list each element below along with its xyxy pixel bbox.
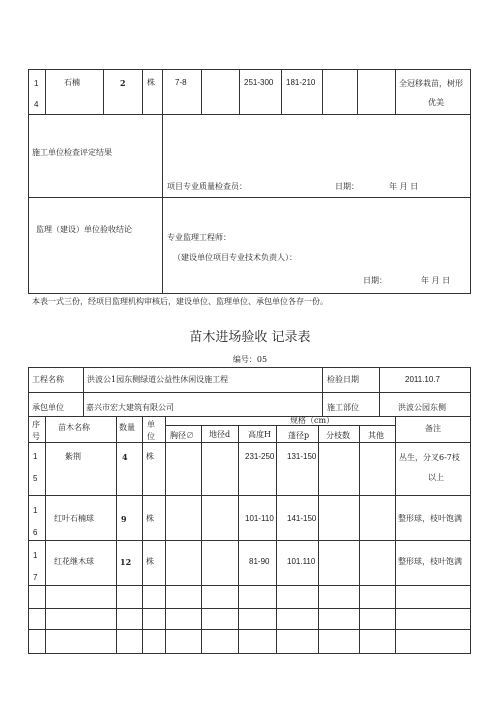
header-other: 其他 (368, 431, 384, 440)
location-value: 洪波公园东侧 (398, 403, 446, 412)
table-row-1-remark-1: 丛生，分叉6-7枝 (399, 453, 460, 462)
inspect-date-label: 检验日期 (327, 375, 359, 384)
row-quantity: 2 (120, 78, 126, 88)
contractor-label: 承包单位 (32, 403, 64, 412)
supervision-conclusion-label: 监理（建设）单位验收结论 (36, 225, 132, 234)
table-row-3-seq-a: 1 (33, 551, 38, 560)
header-seq-2: 号 (32, 432, 40, 441)
table-row-3-remark: 整形球，枝叶饱满 (398, 557, 462, 566)
construction-date-ymd: 年 月 日 (389, 182, 419, 191)
row-seq-part2: 4 (34, 100, 39, 109)
header-remark: 备注 (425, 424, 441, 433)
row-seq-part1: 1 (34, 79, 39, 88)
row-remark-line2: 优美 (428, 98, 444, 107)
table-row-3-height: 81-90 (249, 557, 270, 566)
table-row-2-seq-a: 1 (33, 506, 38, 515)
row-crown: 181-210 (286, 78, 316, 87)
table-row-2-seq-b: 6 (33, 528, 38, 537)
table-row-1-name: 紫荆 (65, 452, 81, 461)
table-row-2-unit: 株 (146, 514, 154, 523)
contractor-value: 嘉兴市宏大建筑有限公司 (86, 403, 174, 412)
table-row-2-height: 101-110 (245, 514, 274, 523)
page-title: 苗木进场验收 记录表 (189, 330, 311, 345)
row-remark-line1: 全冠移栽苗，树形 (399, 79, 463, 88)
header-unit-2: 位 (147, 432, 155, 441)
header-chest-diameter: 胸径∅ (170, 431, 194, 440)
table-row-1-unit: 株 (146, 452, 154, 461)
location-label: 施工部位 (327, 403, 359, 412)
serial-number: 编号：05 (232, 355, 268, 364)
table-row-2-remark: 整形球，枝叶饱满 (398, 514, 462, 523)
row-col-a: 7-8 (175, 78, 187, 87)
header-spec: 规格（cm） (290, 416, 335, 425)
row-plant-name: 石楠 (64, 78, 80, 87)
header-seq-1: 序 (32, 420, 40, 429)
supervision-date-ymd: 年 月 日 (421, 276, 451, 285)
client-tech-lead-label: （建设单位项目专业技术负责人）： (173, 253, 297, 262)
row-height: 251-300 (244, 78, 274, 87)
table-row-1-height: 231-250 (245, 452, 275, 461)
table-row-1-seq-a: 1 (33, 452, 38, 461)
header-ground-diameter: 地径d (209, 430, 231, 439)
header-crown: 蓬径p (288, 431, 310, 440)
inspect-date-value: 2011.10.7 (405, 375, 440, 384)
header-height: 高度H (248, 430, 271, 439)
table-row-3-name: 红花继木球 (54, 557, 94, 566)
table-row-1-seq-b: 5 (33, 474, 38, 483)
supervisor-label: 专业监理工程师： (167, 233, 231, 242)
table-row-3-unit: 株 (146, 557, 154, 566)
header-plant-name: 苗木名称 (58, 423, 90, 432)
project-name-label: 工程名称 (32, 375, 64, 384)
header-quantity: 数量 (119, 423, 135, 432)
table-row-2-name: 红叶石楠球 (54, 514, 94, 523)
table-row-2-crown: 141-150 (287, 514, 317, 523)
construction-check-label: 施工单位检查评定结果 (32, 148, 112, 157)
project-name-value: 洪波公1园东侧绿道公益性休闲设施工程 (87, 375, 229, 384)
header-branches: 分枝数 (326, 431, 350, 440)
header-unit-1: 单 (147, 420, 155, 429)
construction-inspector-label: 项目专业质量检查员： (167, 182, 247, 191)
table-row-1-qty: 4 (122, 452, 128, 462)
table-row-3-crown: 101.110 (287, 557, 316, 566)
supervision-date-label: 日期： (363, 276, 387, 285)
table-row-3-qty: 12 (120, 557, 132, 567)
table-row-3-seq-b: 7 (33, 573, 38, 582)
table-row-2-qty: 9 (121, 514, 127, 524)
footnote: 本表一式三份，经项目监理机构审核后，建设单位、监理单位、承包单位各存一份。 (32, 297, 328, 306)
table-row-1-remark-2: 以上 (428, 473, 444, 482)
row-unit: 株 (147, 78, 155, 87)
construction-date-label: 日期： (335, 182, 359, 191)
table-row-1-crown: 131-150 (287, 452, 317, 461)
